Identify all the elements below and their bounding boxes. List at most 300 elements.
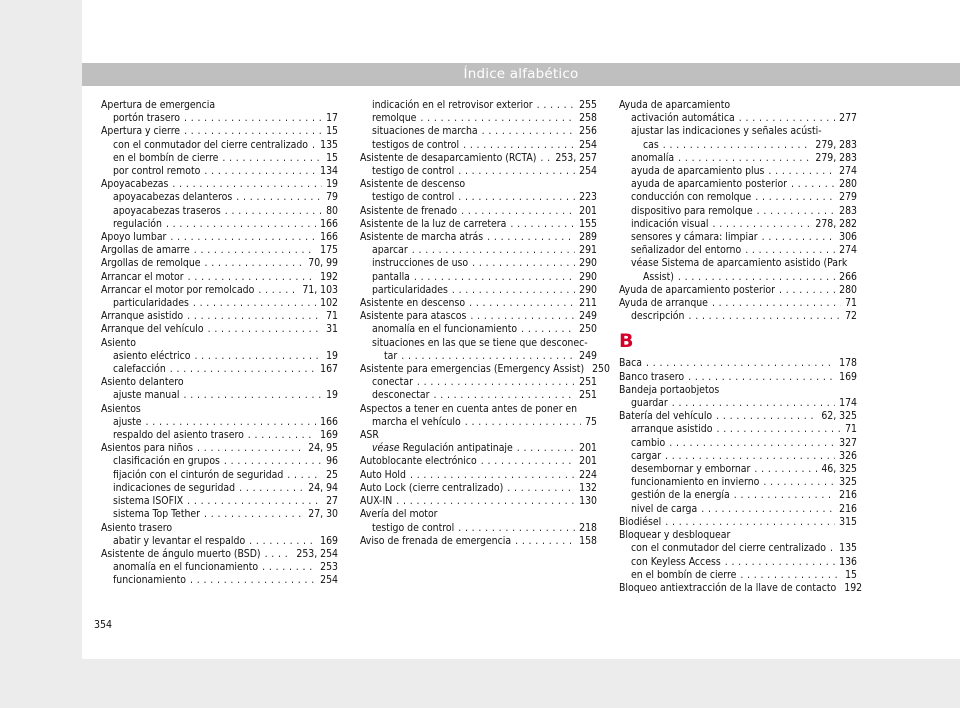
page-reference: 280	[839, 178, 857, 191]
index-term: situaciones en las que se tiene que desconec-	[372, 336, 588, 349]
page-reference: 255	[579, 99, 597, 111]
index-term: testigo de control	[372, 521, 455, 534]
page-reference: 290	[579, 257, 597, 270]
dot-leader	[482, 125, 575, 138]
index-entry	[619, 218, 857, 231]
index-entry	[101, 455, 338, 468]
page-reference: 315	[839, 515, 857, 528]
page-reference: 158	[579, 534, 597, 547]
page-reference: 175	[320, 244, 338, 257]
index-term: anomalía	[631, 151, 675, 164]
index-term: en el bombín de cierre	[113, 151, 219, 164]
dot-leader	[225, 205, 322, 218]
page-reference: 251	[579, 376, 597, 389]
page-reference: 192	[320, 270, 338, 283]
page-reference: 250	[579, 323, 597, 336]
page-reference: 167	[320, 363, 338, 376]
index-entry	[360, 231, 597, 244]
index-term: sistema Top Tether	[113, 508, 200, 521]
index-term: Apertura y cierre	[101, 125, 181, 138]
index-entry	[360, 271, 597, 284]
index-entry	[101, 99, 338, 112]
page-reference: 71, 103	[302, 283, 338, 296]
dot-leader	[515, 535, 575, 548]
dot-leader	[646, 357, 835, 370]
dot-leader	[184, 389, 323, 402]
index-term: calefacción	[113, 363, 166, 376]
index-entry	[619, 437, 857, 450]
dot-leader	[716, 423, 841, 436]
index-entry	[360, 244, 597, 257]
index-term: aparcar	[372, 244, 408, 257]
index-term: nivel de carga	[631, 502, 698, 515]
index-entry	[360, 284, 597, 297]
dot-leader	[222, 152, 322, 165]
dot-leader	[745, 244, 835, 257]
dot-leader	[678, 152, 811, 165]
index-entry	[360, 178, 597, 191]
index-entry	[619, 384, 857, 397]
index-term: testigo de control	[372, 165, 455, 178]
index-term: cambio	[631, 436, 666, 449]
page-reference: 279, 283	[815, 138, 857, 151]
dot-leader	[688, 371, 835, 384]
index-term: ayuda de aparcamiento plus	[631, 165, 765, 178]
dot-leader	[197, 442, 304, 455]
page-reference: 96	[326, 455, 338, 468]
index-entry	[360, 535, 597, 548]
index-entry	[360, 297, 597, 310]
index-term: Asientos para niños	[101, 442, 193, 455]
page-reference: 71	[845, 423, 857, 436]
index-entry	[101, 469, 338, 482]
page-reference: 266	[839, 270, 857, 283]
index-term: respaldo del asiento trasero	[113, 429, 244, 442]
page-reference: 46, 325	[821, 463, 857, 476]
index-entry	[101, 297, 338, 310]
index-entry	[360, 455, 597, 468]
page-reference: 327	[839, 436, 857, 449]
dot-leader	[166, 218, 316, 231]
page-reference: 15	[326, 125, 338, 138]
index-term: Avería del motor	[360, 508, 438, 521]
index-term: ASR	[360, 429, 379, 442]
dot-leader	[665, 516, 835, 529]
page-reference: 289	[579, 231, 597, 244]
dot-leader	[830, 542, 835, 555]
page-reference: 15	[326, 151, 338, 164]
index-term: tar	[384, 349, 398, 362]
index-entry	[619, 257, 857, 270]
page-reference: 174	[839, 397, 857, 410]
index-term: con el conmutador del cierre centralizado	[631, 542, 827, 555]
index-term: particularidades	[372, 283, 448, 296]
index-term: Asistente de desaparcamiento (RCTA)	[360, 151, 537, 164]
index-entry	[619, 152, 857, 165]
dot-leader	[663, 139, 812, 152]
index-entry	[101, 178, 338, 191]
index-entry	[619, 463, 857, 476]
dot-leader	[469, 297, 575, 310]
page-reference: 254	[579, 138, 597, 151]
page-reference: 134	[320, 165, 338, 178]
index-term: Banco trasero	[619, 370, 685, 383]
dot-leader	[204, 508, 304, 521]
page-reference: 254	[320, 574, 338, 587]
page-reference: 166	[320, 415, 338, 428]
index-entry	[101, 508, 338, 521]
index-term: ayuda de aparcamiento posterior	[631, 178, 788, 191]
dot-leader	[412, 244, 575, 257]
page-reference: 72	[845, 310, 857, 323]
dot-leader	[754, 463, 817, 476]
index-column-1	[101, 99, 338, 588]
index-entry	[360, 522, 597, 535]
dot-leader	[396, 495, 575, 508]
page-reference: 135	[320, 138, 338, 151]
index-term: Arranque del vehículo	[101, 323, 204, 336]
dot-leader	[184, 112, 322, 125]
dot-leader	[461, 205, 575, 218]
index-term: cargar	[631, 449, 662, 462]
index-term: portón trasero	[113, 112, 180, 125]
index-column-3	[619, 99, 863, 595]
index-entry	[619, 231, 857, 244]
index-term: indicaciones de seguridad	[113, 481, 236, 494]
index-term: regulación	[113, 217, 162, 230]
page-reference: 130	[579, 495, 597, 508]
index-entry	[101, 310, 338, 323]
index-entry	[101, 495, 338, 508]
index-term: indicación en el retrovisor exterior	[372, 99, 533, 111]
dot-leader	[190, 574, 316, 587]
page-reference: 169	[320, 534, 338, 547]
index-entry	[101, 548, 338, 561]
dot-leader	[768, 165, 835, 178]
dot-leader	[236, 191, 322, 204]
index-term: cas	[643, 138, 659, 151]
index-term: Asistente de frenado	[360, 204, 458, 217]
page-reference: 166	[320, 217, 338, 230]
index-entry	[619, 529, 857, 542]
dot-leader	[258, 284, 298, 297]
index-term: Ayuda de aparcamiento	[619, 99, 731, 111]
index-term: indicación visual	[631, 217, 709, 230]
page-reference: 166	[320, 231, 338, 244]
page-reference: 278, 282	[815, 217, 857, 230]
index-term: Regulación antipatinaje	[402, 442, 513, 455]
page-reference: 135	[839, 542, 857, 555]
index-term: con Keyless Access	[631, 555, 721, 568]
index-term: Asiento	[101, 336, 136, 349]
index-entry	[101, 363, 338, 376]
page-reference: 290	[579, 270, 597, 283]
index-entry	[101, 574, 338, 587]
page-reference: 75	[585, 415, 597, 428]
page-reference: 169	[320, 429, 338, 442]
dot-leader	[239, 482, 304, 495]
index-entry	[619, 310, 857, 323]
index-entry	[619, 112, 857, 125]
index-term: fijación con el cinturón de seguridad	[113, 468, 284, 481]
index-term: Asistente de ángulo muerto (BSD)	[101, 547, 261, 560]
index-term: Bandeja portaobjetos	[619, 383, 720, 396]
index-entry	[360, 508, 597, 521]
page-reference: 223	[579, 191, 597, 204]
index-term: Apoyacabezas	[101, 178, 169, 191]
dot-leader	[205, 257, 305, 270]
dot-leader	[187, 310, 322, 323]
page-reference: 24, 94	[308, 481, 338, 494]
index-term: funcionamiento	[113, 574, 187, 587]
dot-leader	[739, 112, 835, 125]
index-term: Ayuda de arranque	[619, 297, 708, 310]
index-term: Argollas de remolque	[101, 257, 201, 270]
index-entry	[619, 397, 857, 410]
index-term: Assist)	[643, 270, 674, 283]
page-reference: 27, 30	[308, 508, 338, 521]
dot-leader	[146, 416, 317, 429]
index-entry	[360, 389, 597, 402]
index-entry	[101, 165, 338, 178]
index-entry	[101, 244, 338, 257]
dot-leader	[224, 455, 322, 468]
index-term: Asistente de marcha atrás	[360, 231, 484, 244]
index-entry	[360, 403, 597, 416]
page-reference: 279	[839, 191, 857, 204]
page-reference: 211	[579, 297, 597, 310]
page-reference: 155	[579, 217, 597, 230]
index-entry	[360, 416, 597, 429]
dot-leader	[458, 165, 575, 178]
index-entry	[101, 323, 338, 336]
index-entry	[360, 99, 597, 112]
index-term: Asiento trasero	[101, 521, 173, 534]
index-term: remolque	[372, 112, 417, 125]
index-term: ajuste manual	[113, 389, 180, 402]
dot-leader	[458, 191, 575, 204]
page-reference: 216	[839, 489, 857, 502]
index-term: pantalla	[372, 270, 410, 283]
dot-leader	[688, 310, 841, 323]
index-entry	[360, 469, 597, 482]
index-entry	[360, 376, 597, 389]
page-reference: 19	[326, 389, 338, 402]
index-term: Apoyo lumbar	[101, 231, 167, 244]
index-term: apoyacabezas delanteros	[113, 191, 233, 204]
index-entry	[101, 191, 338, 204]
index-term: Batería del vehículo	[619, 410, 713, 423]
index-entry	[619, 503, 857, 516]
dot-leader	[312, 139, 316, 152]
dot-leader	[779, 284, 835, 297]
index-entry	[619, 125, 857, 138]
page-reference: 17	[326, 112, 338, 125]
page-reference: 24, 95	[308, 442, 338, 455]
index-entry	[619, 569, 857, 582]
index-entry	[360, 165, 597, 178]
index-entry	[360, 442, 597, 455]
page-reference: 280	[839, 283, 857, 296]
index-entry	[619, 450, 857, 463]
index-entry	[101, 152, 338, 165]
index-entry	[619, 476, 857, 489]
dot-leader	[791, 178, 835, 191]
dot-leader	[458, 522, 575, 535]
index-term: ajustar las indicaciones y señales acústi-	[631, 125, 822, 138]
dot-leader	[713, 218, 812, 231]
index-entry	[101, 561, 338, 574]
page-reference: 31	[326, 323, 338, 336]
dot-leader	[678, 271, 835, 284]
dot-leader	[701, 503, 835, 516]
index-entry	[101, 271, 338, 284]
page-reference: 306	[839, 231, 857, 244]
page-reference: 274	[839, 244, 857, 257]
index-entry	[619, 191, 857, 204]
index-term: desconectar	[372, 389, 430, 402]
page-reference: 192	[844, 581, 863, 594]
index-term: conectar	[372, 376, 413, 389]
page-reference: 27	[326, 495, 338, 508]
index-entry	[101, 112, 338, 125]
dot-leader	[510, 218, 575, 231]
index-term: sistema ISOFIX	[113, 495, 184, 508]
dot-leader	[537, 99, 576, 112]
dot-leader	[194, 350, 322, 363]
index-entry	[101, 403, 338, 416]
index-entry	[619, 297, 857, 310]
page-reference: 274	[839, 165, 857, 178]
dot-leader	[712, 297, 841, 310]
page-reference: 249	[579, 310, 597, 323]
dot-leader	[465, 416, 581, 429]
page-reference: 132	[579, 481, 597, 494]
page-reference: 79	[326, 191, 338, 204]
dot-leader	[669, 437, 835, 450]
dot-leader	[249, 535, 316, 548]
dot-leader	[762, 231, 836, 244]
dot-leader	[287, 469, 322, 482]
index-term: Bloquear y desbloquear	[619, 529, 731, 542]
page-reference: 254	[579, 165, 597, 178]
dot-leader	[740, 569, 841, 582]
index-term: Asistente de descenso	[360, 178, 466, 191]
index-entry	[360, 112, 597, 125]
index-entry	[101, 376, 338, 389]
page-reference: 256	[579, 125, 597, 138]
index-entry	[101, 350, 338, 363]
page-reference: 178	[839, 357, 857, 370]
index-entry	[360, 482, 597, 495]
index-entry	[101, 205, 338, 218]
index-term: guardar	[631, 397, 668, 410]
index-entry	[360, 310, 597, 323]
index-entry	[101, 218, 338, 231]
index-term: Asientos	[101, 402, 141, 415]
index-term: en el bombín de cierre	[631, 568, 737, 581]
dot-leader	[507, 482, 575, 495]
dot-leader	[420, 112, 575, 125]
index-entry	[619, 165, 857, 178]
index-term: Biodiésel	[619, 515, 662, 528]
page-reference: 70, 99	[308, 257, 338, 270]
index-term: por control remoto	[113, 165, 201, 178]
index-entry	[360, 337, 597, 350]
page-reference: 249	[579, 349, 597, 362]
index-term: Asiento delantero	[101, 376, 184, 389]
index-entry	[619, 423, 857, 436]
index-term: Apertura de emergencia	[101, 99, 216, 111]
page-reference: 253, 257	[555, 151, 597, 164]
page-reference: 253	[320, 561, 338, 574]
index-entry	[360, 257, 597, 270]
dot-leader	[184, 125, 322, 138]
index-entry	[619, 244, 857, 257]
dot-leader	[204, 165, 316, 178]
page-reference: 19	[326, 349, 338, 362]
index-entry	[360, 139, 597, 152]
index-term: señalizador del entorno	[631, 244, 742, 257]
index-term: Asistente para emergencias (Emergency Assist)	[360, 363, 585, 376]
see-reference: véase	[372, 442, 400, 455]
page-reference: 251	[579, 389, 597, 402]
page-reference: 201	[579, 455, 597, 468]
index-entry	[360, 191, 597, 204]
dot-leader	[410, 469, 575, 482]
dot-leader	[734, 489, 835, 502]
index-column-2	[360, 99, 610, 548]
dot-leader	[208, 323, 323, 336]
index-term: gestión de la energía	[631, 489, 730, 502]
index-term: Ayuda de aparcamiento posterior	[619, 283, 775, 296]
index-term: particularidades	[113, 297, 189, 310]
index-term: Autoblocante electrónico	[360, 455, 477, 468]
index-entry	[101, 522, 338, 535]
index-entry	[619, 284, 857, 297]
index-term: dispositivo para remolque	[631, 204, 753, 217]
index-term: instrucciones de uso	[372, 257, 469, 270]
index-entry	[360, 152, 597, 165]
page-reference: 277	[839, 112, 857, 125]
index-term: Bloqueo antiextracción de la llave de contacto	[619, 581, 837, 594]
index-term: véase Sistema de aparcamiento asistido (Park	[631, 257, 848, 270]
index-entry	[619, 489, 857, 502]
index-entry	[101, 257, 338, 270]
index-entry	[619, 99, 857, 112]
dot-leader	[433, 389, 575, 402]
dot-leader	[463, 139, 575, 152]
dot-leader	[755, 191, 835, 204]
index-term: Aviso de frenada de emergencia	[360, 534, 512, 547]
index-term: Baca	[619, 357, 643, 370]
dot-leader	[757, 205, 836, 218]
index-term: Arranque asistido	[101, 310, 184, 323]
index-entry	[101, 416, 338, 429]
page-reference: 62, 325	[821, 410, 857, 423]
dot-leader	[672, 397, 835, 410]
index-entry	[619, 139, 857, 152]
dot-leader	[194, 244, 316, 257]
dot-leader	[725, 556, 835, 569]
index-entry	[360, 350, 597, 363]
index-entry	[101, 337, 338, 350]
index-term: situaciones de marcha	[372, 125, 478, 138]
page-reference: 253, 254	[296, 547, 338, 560]
index-term: descripción	[631, 310, 685, 323]
page-reference: 258	[579, 112, 597, 125]
page-reference: 19	[326, 178, 338, 191]
